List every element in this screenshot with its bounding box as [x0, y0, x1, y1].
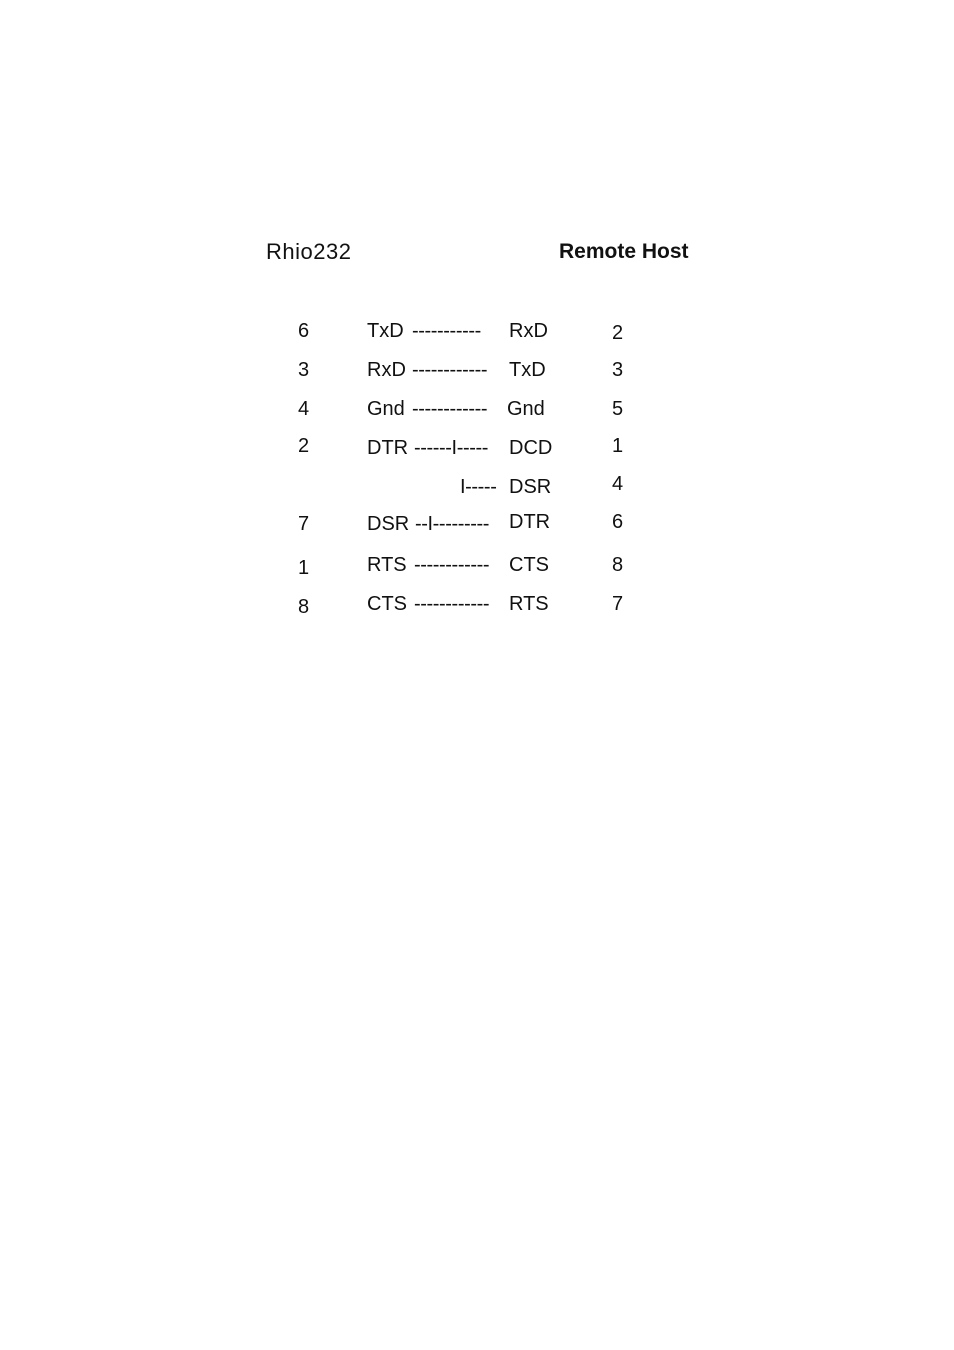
remote-host-header: Remote Host [559, 240, 689, 263]
wire-connection: ------------ [412, 359, 488, 381]
right-signal-name: DTR [509, 511, 551, 533]
right-signal-name: RTS [509, 593, 549, 615]
left-pin-number: 4 [298, 398, 310, 420]
wire-connection: ----------- [412, 320, 481, 342]
wiring-row [0, 432, 954, 460]
wire-connection: ------I----- [414, 437, 489, 459]
wiring-row [0, 551, 954, 579]
left-pin-number: 6 [298, 320, 310, 342]
left-pin-number: 7 [298, 513, 310, 535]
wiring-row [0, 590, 954, 618]
right-signal-name: TxD [509, 359, 546, 381]
right-signal-name: RxD [509, 320, 548, 342]
left-signal-name: DSR [367, 513, 410, 535]
right-signal-name: DCD [509, 437, 553, 459]
left-pin-number: 1 [298, 557, 310, 579]
right-pin-number: 8 [612, 554, 624, 576]
wire-connection: ------------ [414, 554, 490, 576]
right-pin-number: 5 [612, 398, 624, 420]
left-signal-name: DTR [367, 437, 409, 459]
wiring-row [0, 395, 954, 423]
rhio232-header: Rhio232 [266, 239, 352, 264]
right-signal-name: Gnd [507, 398, 545, 420]
wire-connection: I----- [460, 476, 497, 498]
left-signal-name: RTS [367, 554, 407, 576]
right-pin-number: 7 [612, 593, 624, 615]
wiring-row [0, 470, 954, 498]
right-signal-name: DSR [509, 476, 552, 498]
left-pin-number: 8 [298, 596, 310, 618]
wire-connection: --I--------- [415, 513, 490, 535]
wiring-row [0, 510, 954, 538]
left-signal-name: CTS [367, 593, 407, 615]
right-pin-number: 1 [612, 435, 624, 457]
left-signal-name: TxD [367, 320, 404, 342]
left-pin-number: 2 [298, 435, 310, 457]
right-pin-number: 4 [612, 473, 624, 495]
wiring-row [0, 317, 954, 345]
wire-connection: ------------ [412, 398, 488, 420]
right-pin-number: 2 [612, 322, 624, 344]
right-pin-number: 6 [612, 511, 624, 533]
wire-connection: ------------ [414, 593, 490, 615]
left-signal-name: RxD [367, 359, 406, 381]
wiring-row [0, 356, 954, 384]
right-pin-number: 3 [612, 359, 624, 381]
left-pin-number: 3 [298, 359, 310, 381]
left-signal-name: Gnd [367, 398, 405, 420]
right-signal-name: CTS [509, 554, 549, 576]
